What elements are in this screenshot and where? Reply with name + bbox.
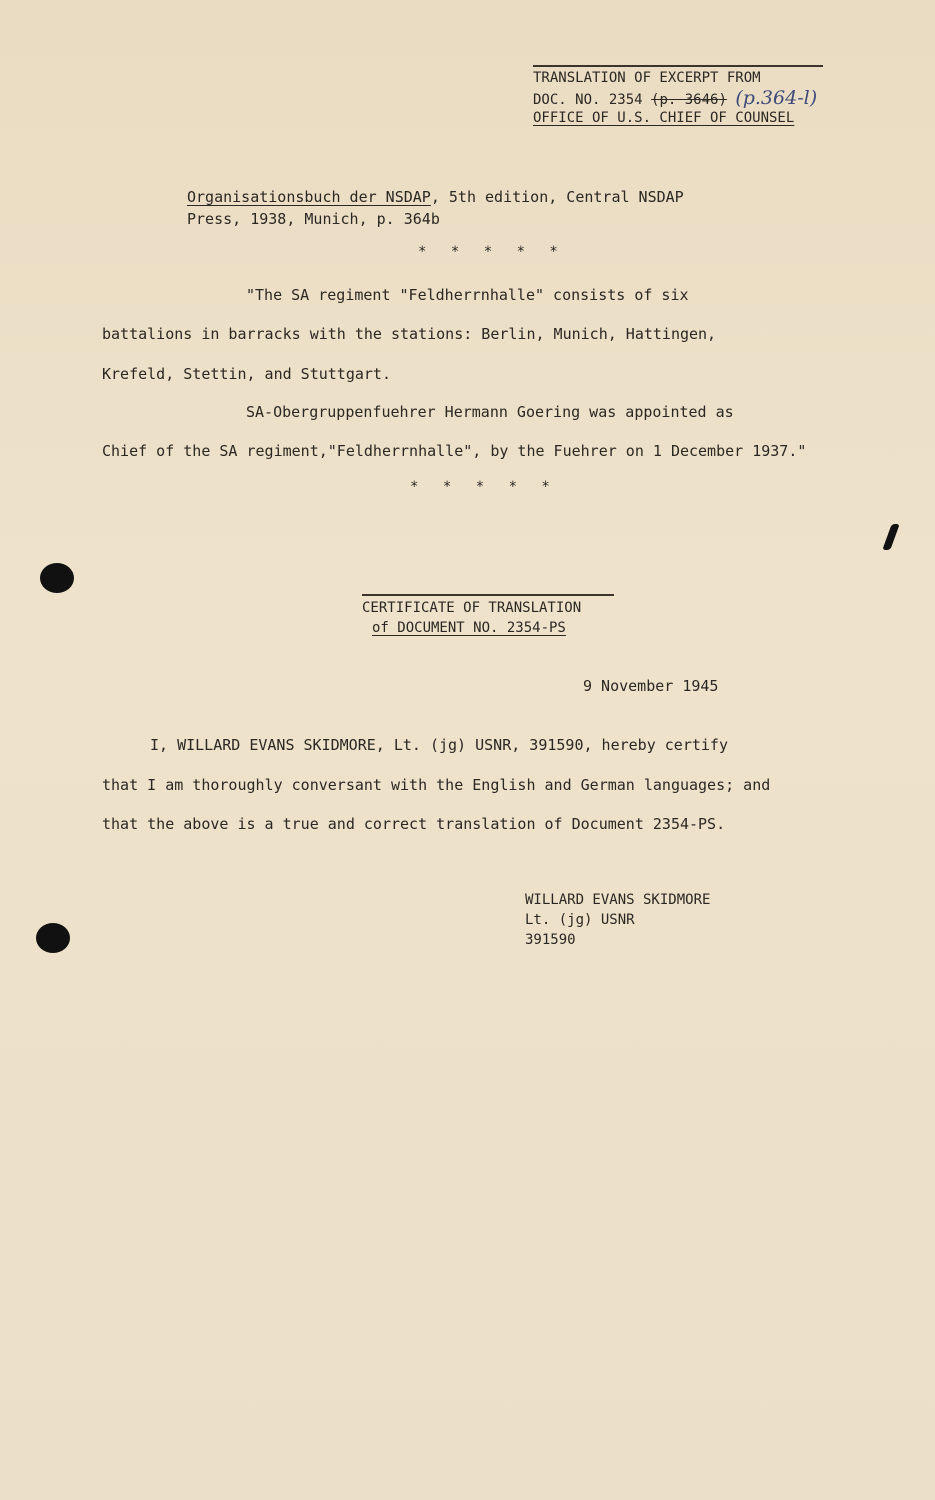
citation-rest: , 5th edition, Central NSDAP xyxy=(430,188,684,206)
header-line-2 xyxy=(533,88,817,110)
citation-line-2: Press, 1938, Munich, p. 364b xyxy=(187,210,440,228)
certificate-rule-top xyxy=(362,594,614,596)
certificate-text-3: that the above is a true and correct translation of Document 2354-PS. xyxy=(102,815,726,833)
signature-rank: Lt. (jg) USNR xyxy=(525,912,635,928)
body-p1-line3: Krefeld, Stettin, and Stuttgart. xyxy=(102,365,391,383)
separator-bottom: * * * * * xyxy=(410,479,558,495)
punch-hole-top xyxy=(40,563,74,593)
citation-line-1 xyxy=(187,187,684,207)
separator-top: * * * * * xyxy=(418,244,566,260)
certificate-date: 9 November 1945 xyxy=(583,677,719,695)
certificate-title-1: CERTIFICATE OF TRANSLATION xyxy=(362,600,582,616)
header-rule-top xyxy=(533,65,823,67)
body-p2-line1: SA-Obergruppenfuehrer Hermann Goering was appointed as xyxy=(246,403,734,421)
header-line-1: TRANSLATION OF EXCERPT FROM xyxy=(533,70,761,86)
signature-name: WILLARD EVANS SKIDMORE xyxy=(525,892,711,908)
certificate-text-1: I, WILLARD EVANS SKIDMORE, Lt. (jg) USNR, 391590, hereby certify xyxy=(150,736,728,754)
certificate-text-2: that I am thoroughly conversant with the English and German languages; and xyxy=(102,776,771,794)
header-struck-page: (p. 3646) xyxy=(651,92,727,108)
certificate-title-2: of DOCUMENT NO. 2354-PS xyxy=(372,620,566,636)
header-doc-number: DOC. NO. 2354 xyxy=(533,92,652,108)
ink-mark xyxy=(882,524,899,550)
punch-hole-bottom xyxy=(36,923,70,953)
signature-number: 391590 xyxy=(525,932,576,948)
citation-title: Organisationsbuch der NSDAP xyxy=(187,188,431,206)
header-line-3: OFFICE OF U.S. CHIEF OF COUNSEL xyxy=(533,110,795,126)
body-p1-line1: "The SA regiment "Feldherrnhalle" consists of six xyxy=(246,286,689,304)
handwritten-page-note: (p.364-l) xyxy=(735,87,818,109)
body-p1-line2: battalions in barracks with the stations: Berlin, Munich, Hattingen, xyxy=(102,325,717,343)
body-p2-line2: Chief of the SA regiment,"Feldherrnhalle", by the Fuehrer on 1 December 1937." xyxy=(102,442,807,460)
